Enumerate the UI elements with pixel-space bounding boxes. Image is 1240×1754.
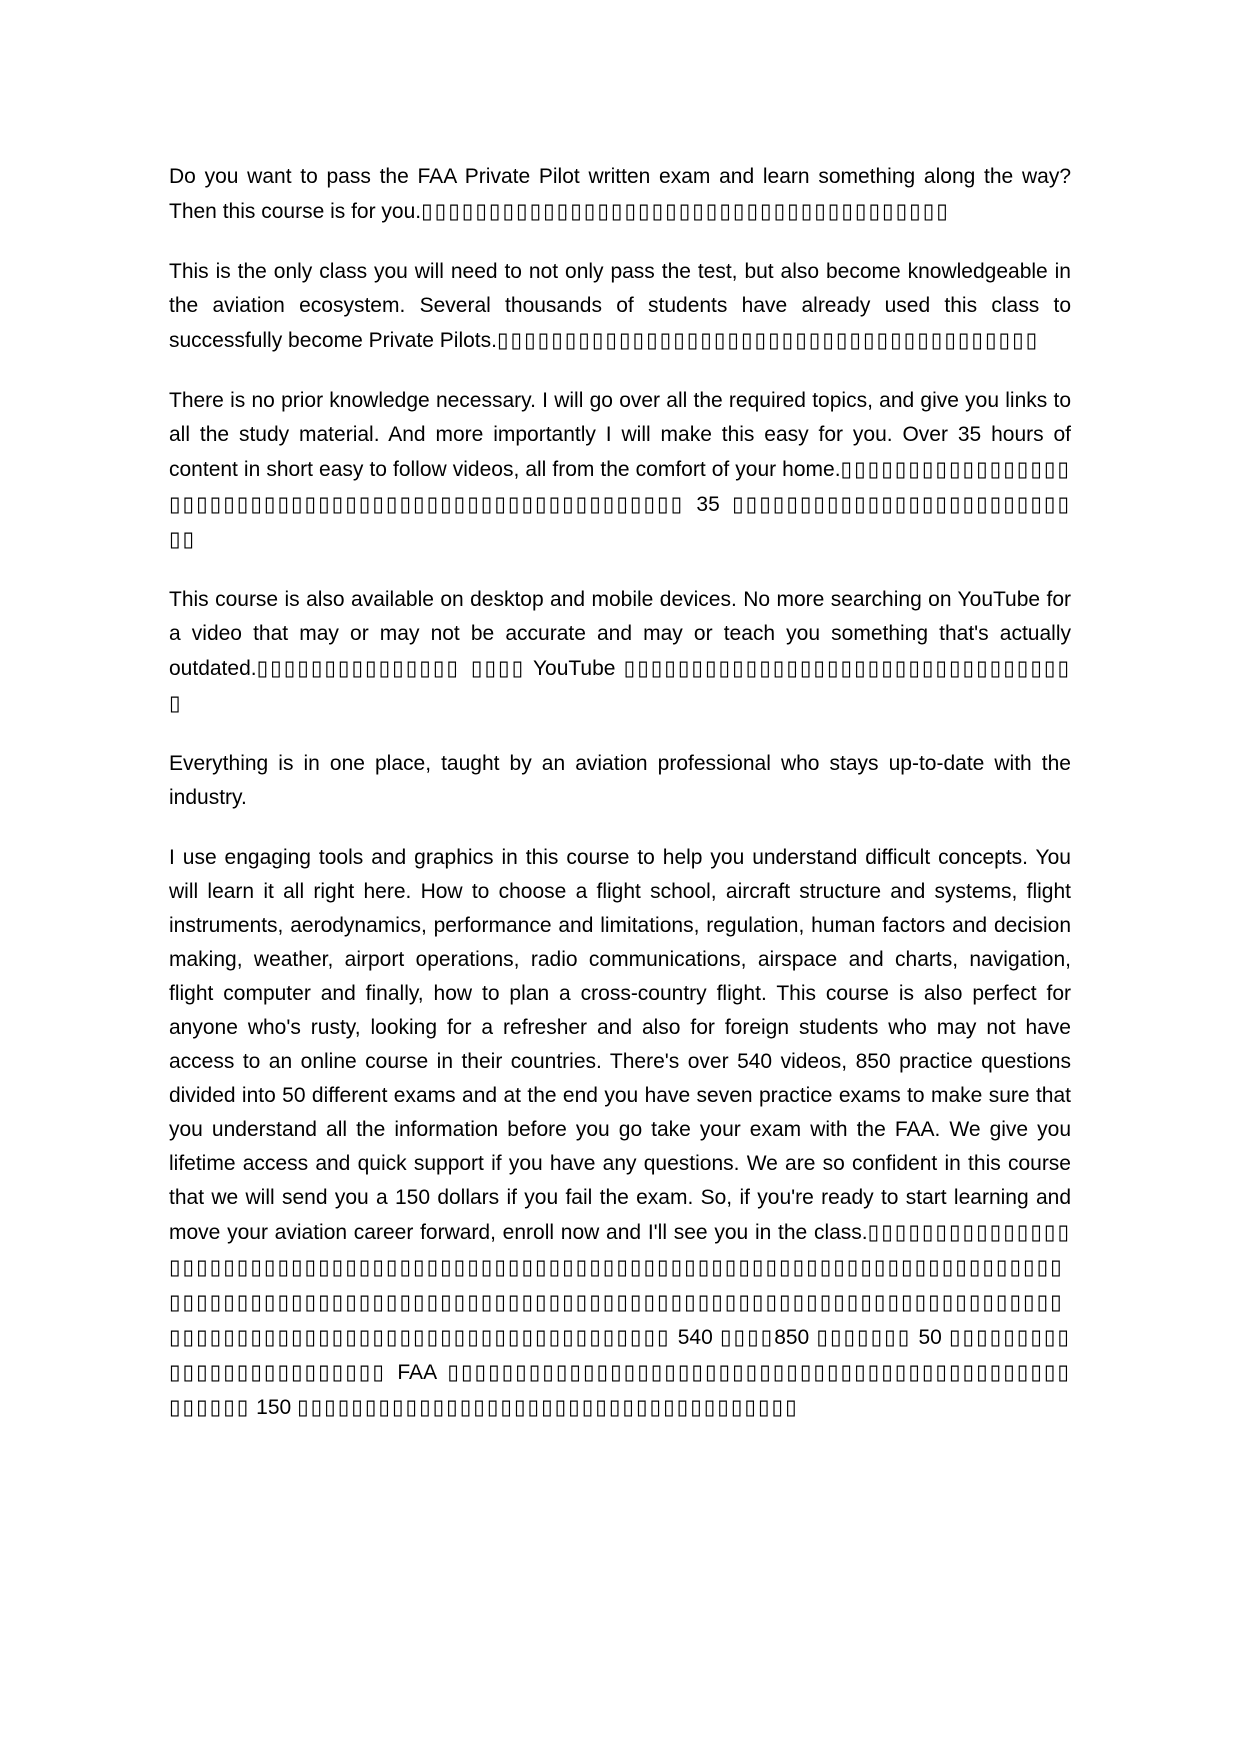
text-run: Everything is in one place, taught by an aviation professional who stays up-to-date with the industry. bbox=[169, 752, 1071, 809]
document-body bbox=[169, 160, 1071, 1425]
text-run: This is the only class you will need to not only pass the test, but also become knowledgeable in the aviation ecosystem. Several thousands of students have already used this class to successfully become Private Pilots. bbox=[169, 260, 1071, 352]
text-run: I use engaging tools and graphics in this course to help you understand difficult concepts. You will learn it all right here. How to choose a flight school, aircraft structure and systems, flight instruments, aerodynamics, performance and limitations, regulation, human factors and decision making, weather, airport operations, radio communications, airspace and charts, navigation, flight computer and finally, how to plan a cross-country flight. This course is also perfect for anyone who's rusty, looking for a refresher and also for foreign students who may not have access to an online course in their countries. There's over 540 videos, 850 practice questions divided into 50 different exams and at the end you have seven practice exams to make sure that you understand all the information before you go take your exam with the FAA. We give you lifetime access and quick support if you have any questions. We are so confident in this course that we will send you a 150 dollars if you fail the exam. So, if you're ready to start learning and move your aviation career forward, enroll now and I'll see you in the class. bbox=[169, 846, 1071, 1244]
text-run: 540 bbox=[670, 1326, 720, 1349]
missing-glyph-text-run: ▯▯▯▯▯▯▯▯▯▯▯▯▯▯▯▯▯▯▯▯▯▯▯▯▯▯▯▯▯▯▯▯▯▯▯▯▯▯▯▯▯▯▯▯▯▯▯▯▯▯▯▯▯▯▯ bbox=[169, 457, 1071, 516]
missing-glyph-text-run: ▯▯▯▯▯▯▯▯▯▯▯▯▯▯▯▯▯▯▯▯▯▯▯▯▯▯▯▯▯▯▯▯▯▯▯▯▯▯▯ bbox=[421, 199, 950, 223]
text-run: There is no prior knowledge necessary. I will go over all the required topics, and give you links to all the study material. And more importantly I will make this easy for you. Over 35 hours of content in short easy to follow videos, all from the comfort of your home. bbox=[169, 389, 1071, 481]
text-run: FAA bbox=[385, 1361, 448, 1384]
missing-glyph-text-run: ▯▯▯▯▯▯▯▯▯▯▯▯▯▯▯▯▯▯▯▯▯▯▯▯▯▯▯▯▯▯▯▯▯▯ bbox=[169, 656, 1071, 715]
text-run: 50 bbox=[911, 1326, 949, 1349]
missing-glyph-text-run: ▯▯▯▯▯▯▯▯▯▯▯▯▯▯▯▯▯▯▯▯▯▯▯▯▯▯▯ bbox=[169, 492, 1071, 551]
text-run: Do you want to pass the FAA Private Pilot written exam and learn something along the way? Then this course is for you. bbox=[169, 165, 1071, 223]
text-run: YouTube bbox=[525, 657, 624, 680]
text-run: 35 bbox=[684, 493, 733, 516]
paragraph-no-prior-knowledge bbox=[169, 384, 1071, 557]
paragraph-one-place bbox=[169, 747, 1071, 815]
paragraph-only-class bbox=[169, 255, 1071, 358]
paragraph-intro bbox=[169, 160, 1071, 229]
text-run: 150 bbox=[250, 1396, 298, 1419]
missing-glyph-text-run: ▯▯▯▯▯▯▯▯▯▯▯▯▯▯▯▯▯▯▯▯▯▯▯▯▯ bbox=[169, 1325, 1071, 1384]
missing-glyph-text-run: ▯▯▯▯▯▯▯▯▯▯▯▯▯▯▯▯▯▯▯▯▯▯▯▯▯▯▯▯▯▯▯▯▯▯▯▯▯▯▯▯ bbox=[496, 328, 1040, 352]
missing-glyph-text-run: ▯▯▯▯▯▯▯ bbox=[816, 1325, 912, 1349]
text-run: 850 bbox=[774, 1326, 817, 1349]
missing-glyph-text-run: ▯▯▯▯▯▯▯▯▯▯▯▯▯▯▯ ▯▯▯▯ bbox=[256, 656, 526, 680]
paragraph-devices bbox=[169, 583, 1071, 721]
missing-glyph-text-run: ▯▯▯▯▯▯▯▯▯▯▯▯▯▯▯▯▯▯▯▯▯▯▯▯▯▯▯▯▯▯▯▯▯▯▯▯▯ bbox=[297, 1395, 799, 1419]
missing-glyph-text-run: ▯▯▯▯▯▯▯▯▯▯▯▯▯▯▯▯▯▯▯▯▯▯▯▯▯▯▯▯▯▯▯▯▯▯▯▯▯▯▯▯▯▯▯▯▯▯▯▯▯▯▯▯▯▯▯▯▯▯▯▯▯▯▯▯▯▯▯▯▯▯▯▯▯▯▯▯▯▯▯▯▯▯▯▯▯▯▯▯▯▯▯▯▯▯▯▯▯▯▯▯▯▯▯▯▯▯▯▯▯▯▯▯▯▯▯▯▯▯▯▯▯▯▯▯▯▯▯▯▯▯▯▯▯▯▯▯▯▯▯▯▯▯▯▯▯▯▯▯▯▯▯▯▯▯▯▯▯▯▯▯▯▯▯▯▯▯▯▯▯▯▯▯▯▯▯▯▯▯▯▯▯▯▯▯ bbox=[169, 1220, 1071, 1349]
missing-glyph-text-run: ▯▯▯▯▯▯▯▯▯▯▯▯▯▯▯▯▯▯▯▯▯▯▯▯▯▯▯▯▯▯▯▯▯▯▯▯▯▯▯▯▯▯▯▯▯▯▯▯▯▯▯▯ bbox=[169, 1360, 1071, 1419]
missing-glyph-text-run: ▯▯▯▯ bbox=[719, 1325, 775, 1349]
paragraph-course-details bbox=[169, 841, 1071, 1425]
text-run: This course is also available on desktop and mobile devices. No more searching on YouTube for a video that may or may not be accurate and may or teach you something that's actually outdated. bbox=[169, 588, 1071, 680]
